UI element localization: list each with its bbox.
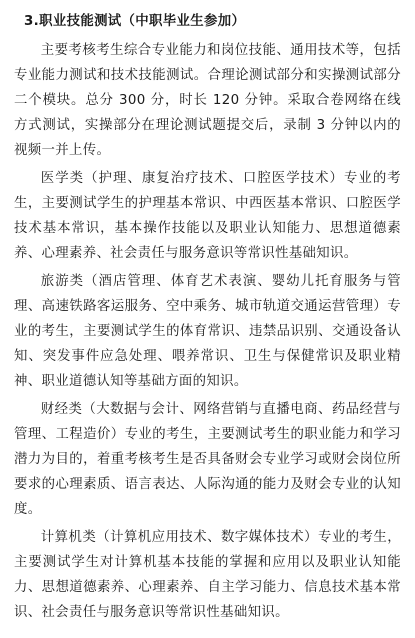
paragraph-tourism: 旅游类（酒店管理、体育艺术表演、婴幼儿托育服务与管理、高速铁路客运服务、空中乘务、城市轨道交通运营管理）专业的考生，主要测试学生的体育常识、违禁品识别、交通设备认知、突发事件应急处理、喂养常识、卫生与保健常识及职业精神、职业道德认知等基础方面的知识。 (14, 274, 401, 389)
section-heading: 3.职业技能测试（中职毕业生参加） (24, 14, 246, 29)
paragraph-finance: 财经类（大数据与会计、网络营销与直播电商、药品经营与管理、工程造价）专业的考生，主要测试考生的职业能力和学习潜力为目的，着重考核考生是否具备财会专业学习或财会岗位所要求的心理素质、语言表达、人际沟通的能力及财会专业的认知度。 (14, 402, 401, 517)
paragraph-overview: 主要考核考生综合专业能力和岗位技能、通用技术等，包括专业能力测试和技术技能测试。合理论测试部分和实操测试部分二个模块。总分 300 分，时长 120 分钟。采取合卷网络在线方式测试，实操部分在理论测试题提交后，录制 3 分钟以内的视频一并上传。 (14, 43, 401, 158)
paragraph-medical: 医学类（护理、康复治疗技术、口腔医学技术）专业的考生，主要测试学生的护理基本常识、中西医基本常识、口腔医学技术基本常识，基本操作技能以及职业认知能力、思想道德素养、心理素养、社会责任与服务意识等常识性基础知识。 (14, 171, 401, 261)
paragraph-computer: 计算机类（计算机应用技术、数字媒体技术）专业的考生，主要测试学生对计算机基本技能的掌握和应用以及职业认知能力、思想道德素养、心理素养、自主学习能力、信息技术基本常识、社会责任与服务意识等常识性基础知识。 (14, 530, 401, 620)
